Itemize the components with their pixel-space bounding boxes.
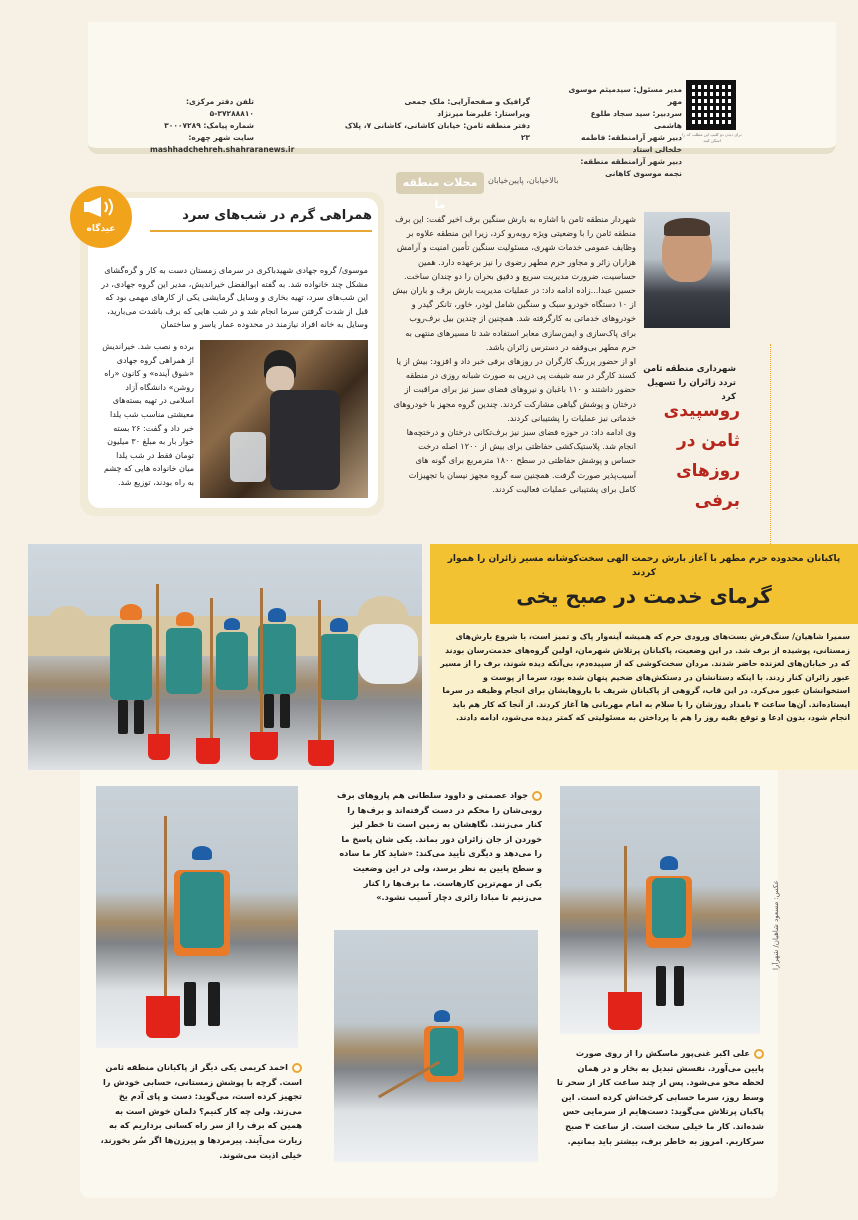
production-line: گرافیک و صفحه‌آرایی: ملک جمعی — [404, 97, 530, 106]
mid-story-kicker: شهرداری منطقه ثامن تردد زائران را تسهیل کرد — [643, 364, 736, 402]
qr-code[interactable] — [686, 80, 736, 130]
mid-story-body — [392, 212, 636, 496]
staff-line: سردبیر: سید سجاد طلوع هاشمی — [590, 109, 682, 130]
paragraph: او از حضور پررنگ کارگران در روزهای برفی خبر داد و افزود: بیش از یا کسند کارگر در سه شیفت پی درپی به صورت شبانه روزی در منطقه حضور داشتند و ۱۱۰ باغبان و نیروهای فضای سبز نیز برای مراقبت از درختان و پوشش گیاهی مشارکت کردند. چندین گروه مجهز با خودروهای خدماتی نیز عملیات را پشتیبانی کردند. — [393, 356, 636, 423]
dotted-divider — [770, 344, 771, 550]
contact-line: تلفن دفتر مرکزی: ۳۷۲۸۸۸۱۰-۵ — [186, 97, 254, 118]
section-subtitle: بالاخیابان، پایین‌خیابان — [488, 176, 559, 185]
website-link[interactable]: mashhadchehreh.shahraranews.ir — [150, 145, 295, 154]
feature-photo — [28, 544, 422, 770]
caption-bullet-icon — [292, 1063, 302, 1073]
megaphone-icon — [81, 194, 121, 220]
feature-kicker: پاکبانان محدوده حرم مطهر با آغاز بارش رحمت الهی سخت‌کوشانه مسیر زائران را هموار کردند — [447, 554, 841, 578]
caption-bullet-icon — [532, 791, 542, 801]
paragraph: شهردار منطقه ثامن با اشاره به بارش سنگین برف اخیر گفت: این برف منطقه ثامن را با وضعیتی ویژه روبه‌رو کرد، زیرا این منطقه علاوه بر وظایف عمومی خدمات شهری، مسئولیت سنگین تأمین امنیت و آرامش هزاران زائر و مجاور حرم مطهر رضوی را نیز برعهده دارد. همین حساسیت، ضرورت مدیریت سریع و دقیق بحران را دو چندان ساخت. حسین عبدا...زاده ادامه داد: در عملیات مدیریت بارش برف و باران بیش از ۱۰ دستگاه خودرو سبک و سنگین شامل لودر، خاور، تانکر گیدر و خودروهای خدماتی به کارگرفته شد. همچنین از چندین بیل برف‌روب برای پاک‌سازی و ایمن‌سازی معابر استفاده شد تا مسیرهای منتهی به حرم مطهر بی‌وقفه در دسترس زائران باشد. — [392, 214, 636, 352]
masthead-contact — [150, 96, 295, 156]
caption-text: احمد کریمی یکی دیگر از پاکبانان منطقه ثامن است. گرچه با پوشش زمستانی، حسابی خودش را تجهیز کرده است، می‌گوید: دست و پای آدم یخ می‌زند. ولی چه کار کنیم؟ دلمان خوش است به همین که برف را از سر راه کسانی برداریم که به زیارت می‌آیند. پیرمردها و پیرزن‌ها اگر سُر بخورند، خیلی اذیت می‌شوند. — [100, 1062, 302, 1160]
left-story-title: همراهی گرم در شب‌های سرد — [182, 208, 372, 223]
staff-line: مدیر مسئول: سیدمیثم موسوی مهر — [568, 85, 682, 106]
contact-line: سایت شهر چهره: — [188, 133, 254, 142]
feature-title: گرمای خدمت در صبح یخی — [516, 584, 772, 608]
badge-label: عیدگاه — [86, 224, 116, 234]
staff-line: دبیر شهر آرامنطقه منطقه: نجمه موسوی کاهانی — [580, 157, 682, 178]
masthead-staff — [566, 84, 682, 180]
paragraph: وی ادامه داد: در حوزه فضای سبز نیز برف‌تکانی درختان و درختچه‌ها انجام شد. پلاستیک‌کشی حفاظتی برای بیش از ۱۲۰۰ اصله درخت حساس و پوشش حفاظتی در سطح ۱۸۰۰ مترمربع برای گونه های آسیب‌پذیر صورت گرفت. همچنین سه گروه مجهز نیسان با تجهیزات کامل برای پشتیبانی عملیات فعالیت کردند. — [406, 427, 636, 494]
contact-line: شماره پیامک: ۳۰۰۰۷۲۸۹ — [164, 121, 254, 130]
photo-credit: عکس: مسعود شاهیان/ شهرآرا — [772, 880, 780, 970]
caption-middle — [334, 788, 542, 905]
caption-text: علی اکبر غنی‌پور ماسکش را از روی صورت پایین می‌آورد. نفسش تبدیل به بخار و در همان لحظه محو می‌شود. پس از چند ساعت کار از سحر تا وسط روز، سرما حسابی کرخت‌اش کرده است. این پاکبان پرتلاش می‌گوید: دست‌هایم از سرمایی حس شده‌اند. کار ما خیلی سخت است. از ساعت ۴ صبح سرکاریم. امروز به خاطر برف، بیشتر باید بمانیم. — [556, 1048, 764, 1146]
photo-middle — [334, 930, 538, 1162]
qr-caption: برای دیدن دو کلیپ این مطلب کد را اسکن کنید — [682, 132, 742, 143]
photo-left — [96, 786, 298, 1048]
caption-bullet-icon — [754, 1049, 764, 1059]
masthead-production — [334, 96, 530, 144]
photo-right — [560, 786, 760, 1034]
portrait-hair — [664, 218, 710, 236]
production-line: ویراستار: علیرضا میرنژاد — [437, 109, 530, 118]
caption-text: جواد عصمتی و داوود سلطانی هم پاروهای برف روبی‌شان را محکم در دست گرفته‌اند و برف‌ها را کنار می‌زنند. نگاهشان به زمین است تا خطر لیز خوردن از جان زائران دور بماند. یکی شان پاسخ ما را می‌دهد و دیگری تأیید می‌کند: «شاید کار ما ساده و سطح پایین به نظر برسد، ولی در این وضعیت یکی از مهم‌ترین کارهاست. ما برف‌ها را کنار می‌زنیم تا مبادا زائری دچار آسیب نشود.» — [336, 790, 542, 903]
mid-story-title: روسپیدی ثامن در روزهای برفی — [663, 401, 740, 511]
section-tab: محلات منطقه ما — [396, 172, 484, 194]
megaphone-badge — [70, 186, 132, 248]
left-story-lead: موسوی/ گروه جهادی شهیدباکری در سرمای زمستان دست به کار و گره‌گشای مشکل چند خانواده شد. به گفته ابوالفضل خیراندیش، مدیر این گروه جهادی، در این شب‌های سرد، تهیه بخاری و وسایل گرمایشی یکی از کارهای مهمی بود که قبل از شدت گرفتن سرما انجام شد و در شب هایی که برف باشدت می‌بارید، وسایل به خانه افراد نیازمند در محدوده عمار یاسر و ساختمان — [101, 265, 368, 329]
caption-left — [92, 1060, 302, 1162]
caption-right — [556, 1046, 764, 1148]
feature-body: سمیرا شاهیان/ سنگ‌فرش بست‌های ورودی حرم که همیشه آینه‌وار پاک و تمیز است، با شروع بارش‌های زمستانی، پوشیده از برف شد. در این وضعیت، پاکبانان پرتلاش شهرمان، اولین گروه‌های خدمت‌رسان بودند که در خیابان‌های لغزنده حاضر شدند. مردان سخت‌کوشی که از سپیده‌دم، بی‌آنکه دیده شوند، برف را از مسیر عبور زائران کنار زدند. با اینکه دستانشان در دستکش‌های ضخیم پنهان شده بود، سرما از پوست و استخوانشان عبور می‌کرد. در این قاب، گروهی از پاکبانان شریف با یاروهایشان برای انجام وظیفه در سرما ایستاده‌اند. آن‌ها ساعت ۴ بامداد روزشان را با سلام به امام مهربانی ها آغاز کردند. از آنجا که کار هم باید انجام شود، بدون ادعا و توقع بقیه روز را هم با پرداختن به مسئولیتی که کمتر دیده می‌شود، ادامه دادند. — [440, 632, 850, 722]
left-story-photo — [200, 340, 368, 498]
left-story-side: برده و نصب شد. خیراندیش از همراهی گروه جهادی «شوق آینده» و کانون «راه روشن» دانشگاه آزاد اسلامی در تهیه بسته‌های معیشتی مناسب شب یلدا خبر داد و گفت: ۲۶ بسته خوار بار به مبلغ ۳۰ میلیون تومان فقط در شب یلدا میان خانواده هایی که چشم به راه بودند، توزیع شد. — [102, 342, 194, 487]
title-underline — [150, 230, 372, 232]
production-line: دفتر منطقه ثامن: خیابان کاشانی، کاشانی ۷، پلاک ۲۳ — [344, 121, 530, 142]
staff-line: دبیر شهر آرامنطقه: فاطمه خلخالی استاد — [580, 133, 682, 154]
